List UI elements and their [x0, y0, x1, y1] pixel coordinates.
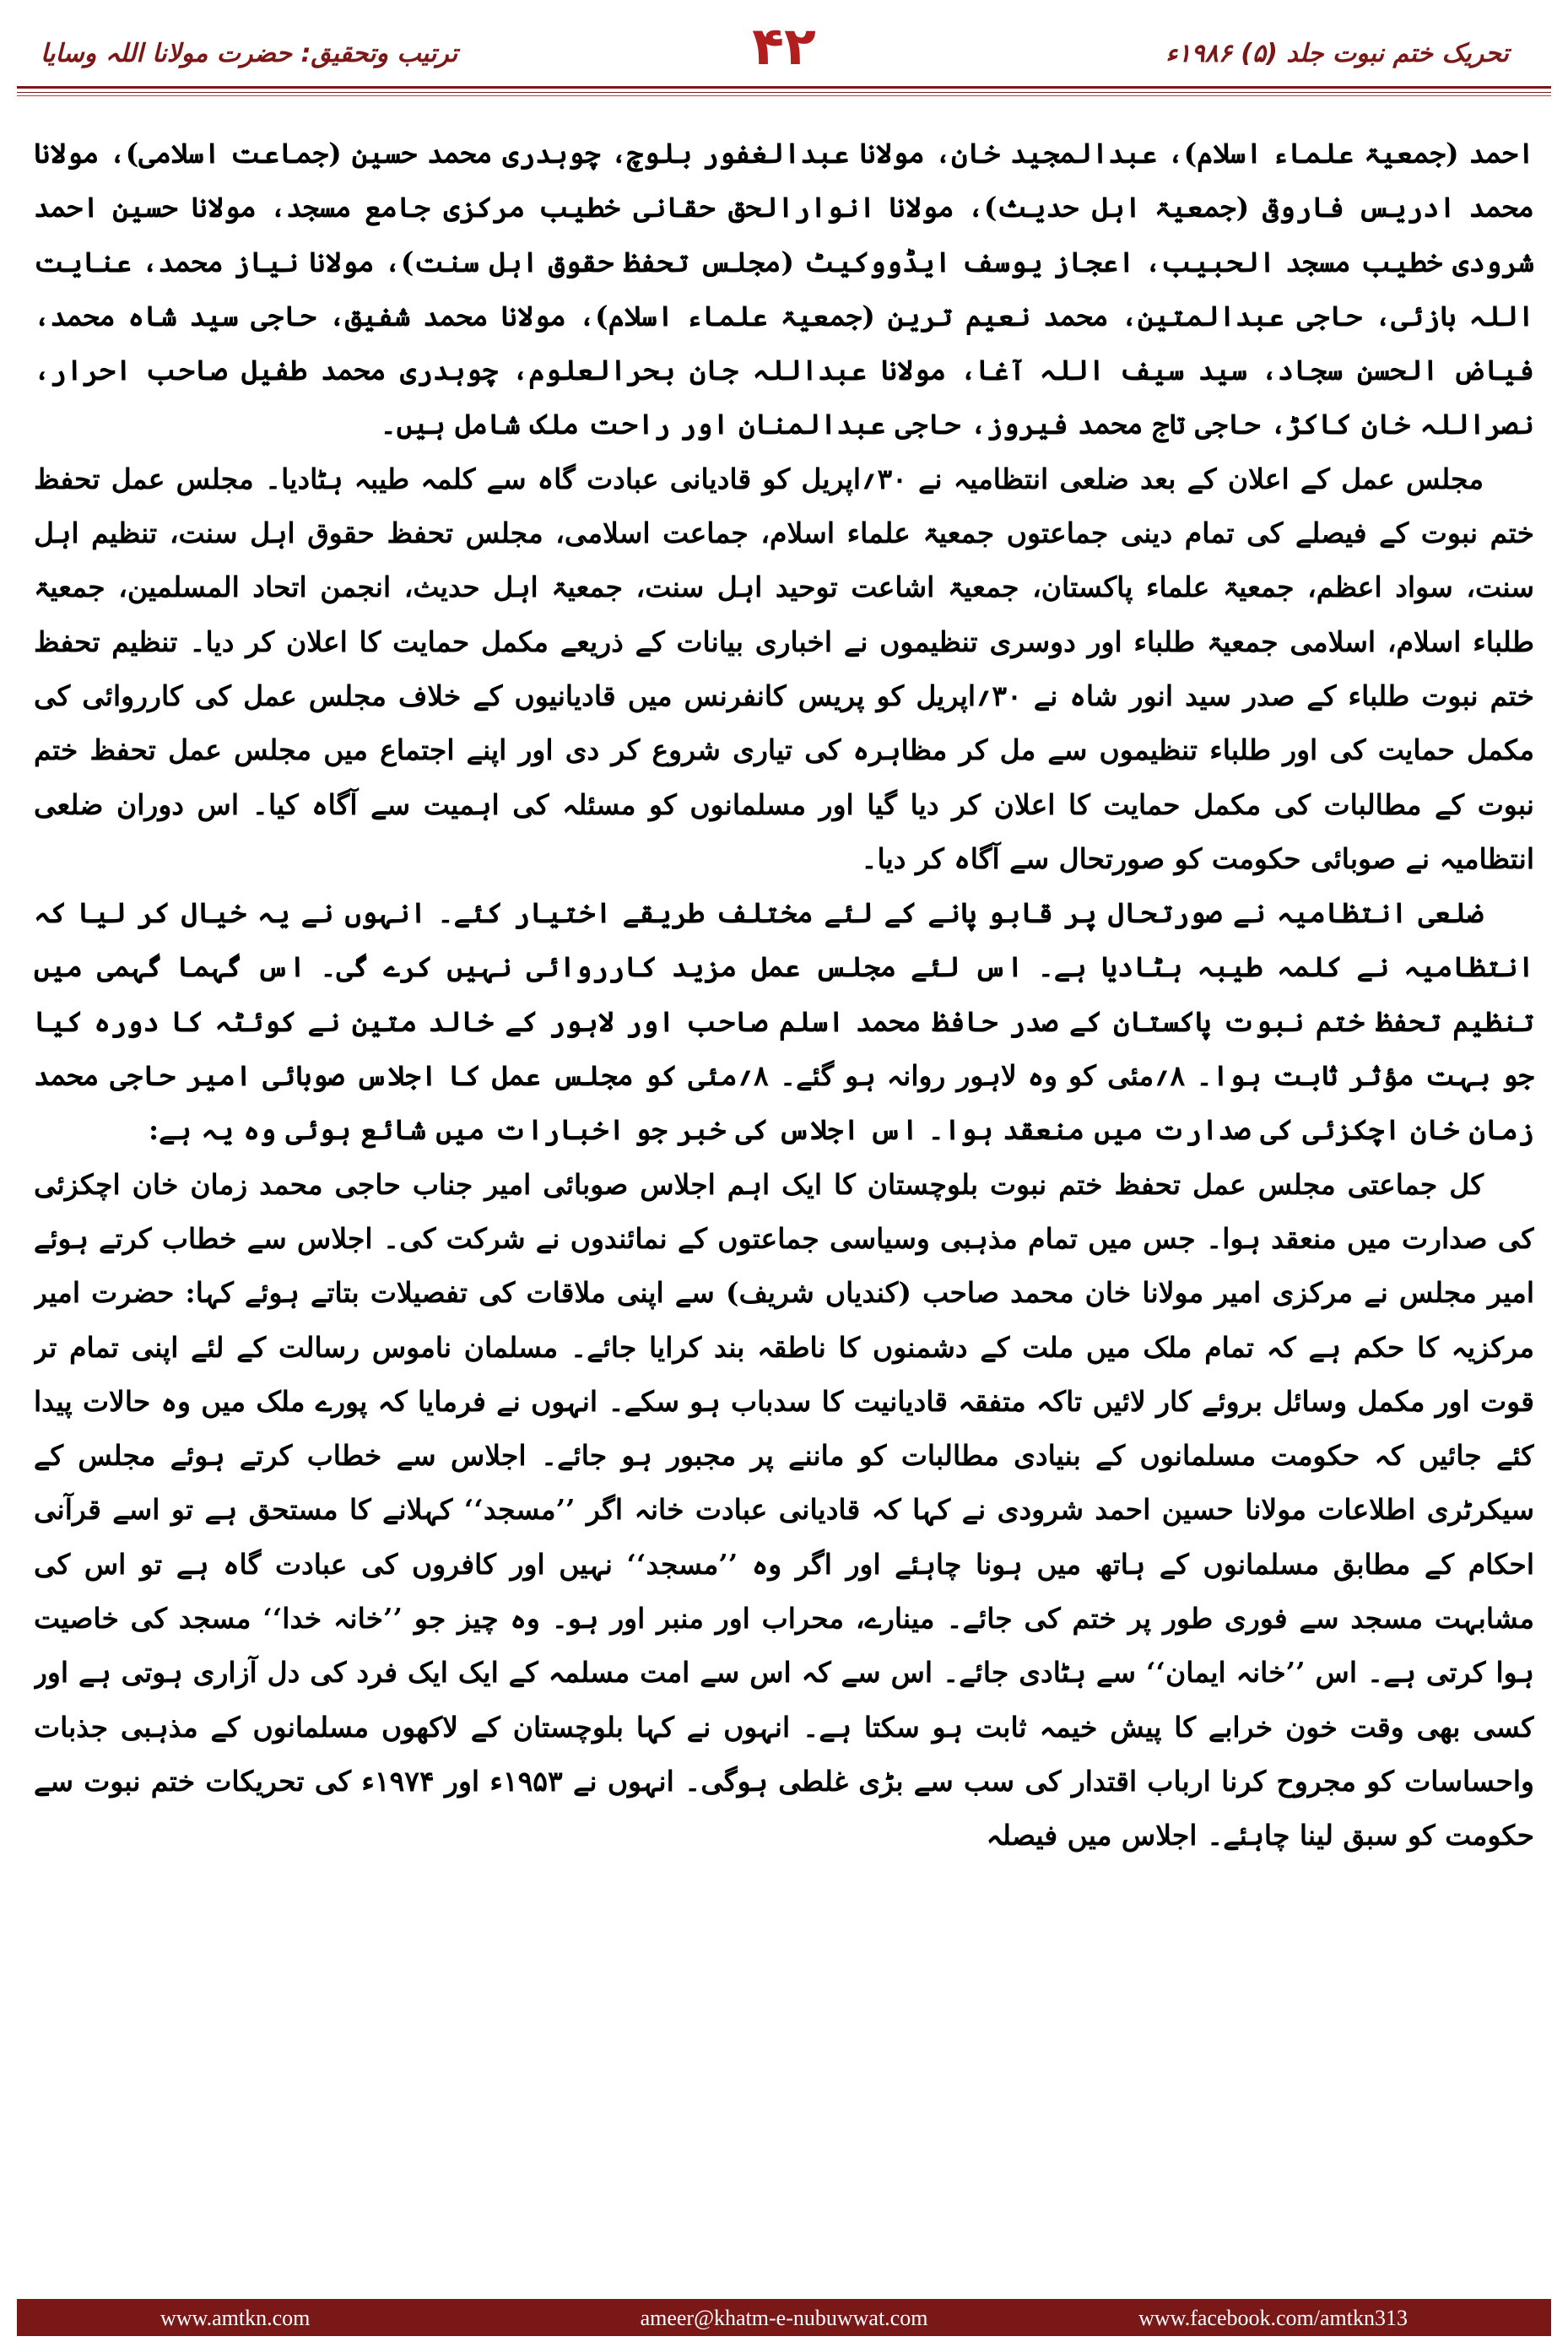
compiler-credit: ترتیب وتحقیق: حضرت مولانا اللہ وسایا	[41, 39, 458, 68]
book-title: تحریک ختم نبوت جلد (۵) ۱۹۸۶ء	[1165, 39, 1509, 68]
footer-facebook-link[interactable]: www.facebook.com/amtkn313	[1138, 2306, 1408, 2330]
header-divider	[17, 86, 1551, 89]
page-number: ۴۲	[752, 15, 816, 77]
page-body	[34, 127, 1534, 2287]
header-divider-thin	[17, 92, 1551, 93]
page-footer	[17, 2299, 1551, 2336]
header-divider-thin-2	[17, 95, 1551, 96]
paragraph-2: مجلس عمل کے اعلان کے بعد ضلعی انتظامیہ نے ۳۰؍اپریل کو قادیانی عبادت گاہ سے کلمہ طیبہ ہٹادیا۔ مجلس عمل تحفظ ختم نبوت کے فیصلے کی تمام دینی جماعتوں جمعیۃ علماء اسلام، جماعت اسلامی، مجلس تحفظ حقوق اہل سنت، تنظیم اہل سنت، سواد اعظم، جمعیۃ علماء پاکستان، جمعیۃ اشاعت توحید اہل سنت، جمعیۃ اہل حدیث، انجمن اتحاد المسلمین، جمعیۃ طلباء اسلام، اسلامی جمعیۃ طلباء اور دوسری تنظیموں نے اخباری بیانات کے ذریعے مکمل حمایت کا اعلان کر دیا۔ تنظیم تحفظ ختم نبوت طلباء کے صدر سید انور شاہ نے ۳۰؍اپریل کو پریس کانفرنس میں قادیانیوں کے خلاف مجلس عمل کی کارروائی کی مکمل حمایت کی اور طلباء تنظیموں سے مل کر مظاہرہ کی تیاری شروع کر دی اور اپنے اجتماع میں مجلس عمل تحفظ ختم نبوت کے مطالبات کی مکمل حمایت کا اعلان کر دیا گیا اور مسلمانوں کو مسئلہ کی اہمیت سے آگاہ کیا۔ اس دوران ضلعی انتظامیہ نے صوبائی حکومت کو صورتحال سے آگاہ کر دیا۔	[34, 462, 1534, 875]
paragraph-1: احمد (جمعیۃ علماء اسلام)، عبدالمجید خان، مولانا عبدالغفور بلوچ، چوہدری محمد حسین (جماعت اسلامی)، مولانا محمد ادریس فاروقی (جمعیۃ اہل حدیث)، مولانا انوارالحق حقانی خطیب مرکزی جامع مسجد، مولانا حسین احمد شرودی خطیب مسجد الحبیب، اعجاز یوسف ایڈووکیٹ (مجلس تحفظ حقوق اہل سنت)، مولانا نیاز محمد، عنایت اللہ بازئی، حاجی عبدالمتین، محمد نعیم ترین (جمعیۃ علماء اسلام)، مولانا محمد شفیق، حاجی سید شاہ محمد، فیاض الحسن سجاد، سید سیف اللہ آغا، مولانا عبداللہ جان بحرالعلوم، چوہدری محمد طفیل صاحب احرار، نصراللہ خان کاکڑ، حاجی تاج محمد فیروز، حاجی عبدالمنان اور راحت ملک شامل ہیں۔	[34, 137, 1534, 441]
paragraph-4: کل جماعتی مجلس عمل تحفظ ختم نبوت بلوچستان کا ایک اہم اجلاس صوبائی امیر جناب حاجی محمد زمان خان اچکزئی کی صدارت میں منعقد ہوا۔ جس میں تمام مذہبی وسیاسی جماعتوں کے نمائندوں نے شرکت کی۔ اجلاس سے خطاب کرتے ہوئے امیر مجلس نے مرکزی امیر مولانا خان محمد صاحب (کندیاں شریف) سے اپنی ملاقات کی تفصیلات بتاتے ہوئے کہا: حضرت امیر مرکزیہ کا حکم ہے کہ تمام ملک میں ملت کے دشمنوں کا ناطقہ بند کرایا جائے۔ مسلمان ناموس رسالت کے لئے اپنی تمام تر قوت اور مکمل وسائل بروئے کار لائیں تاکہ متفقہ قادیانیت کا سدباب ہو سکے۔ انہوں نے فرمایا کہ پورے ملک میں وہ حالات پیدا کئے جائیں کہ حکومت مسلمانوں کے بنیادی مطالبات کو ماننے پر مجبور ہو جائے۔ اجلاس سے خطاب کرتے ہوئے مجلس کے سیکرٹری اطلاعات مولانا حسین احمد شرودی نے کہا کہ قادیانی عبادت خانہ اگر ’’مسجد‘‘ کہلانے کا مستحق ہے تو اسے قرآنی احکام کے مطابق مسلمانوں کے ہاتھ میں ہونا چاہئے اور اگر وہ ’’مسجد‘‘ نہیں اور کافروں کی عبادت گاہ ہے تو اس کی مشابہت مسجد سے فوری طور پر ختم کی جائے۔ مینارے، محراب اور منبر اور ہو۔ وہ چیز جو ’’خانہ خدا‘‘ مسجد کی خاصیت ہوا کرتی ہے۔ اس ’’خانہ ایمان‘‘ سے ہٹادی جائے۔ اس سے کہ اس سے امت مسلمہ کے ایک ایک فرد کی دل آزاری ہوتی ہے اور کسی بھی وقت خون خرابے کا پیش خیمہ ثابت ہو سکتا ہے۔ انہوں نے کہا بلوچستان کے لاکھوں مسلمانوں کے مذہبی جذبات واحساسات کو مجروح کرنا ارباب اقتدار کی سب سے بڑی غلطی ہوگی۔ انہوں نے ۱۹۵۳ء اور ۱۹۷۴ء کی تحریکات ختم نبوت سے حکومت کو سبق لینا چاہئے۔ اجلاس میں فیصلہ	[34, 1167, 1534, 1853]
paragraph-3: ضلعی انتظامیہ نے صورتحال پر قابو پانے کے لئے مختلف طریقے اختیار کئے۔ انہوں نے یہ خیال کر لیا کہ انتظامیہ نے کلمہ طیبہ ہٹادیا ہے۔ اس لئے مجلس عمل مزید کارروائی نہیں کرے گی۔ اس گہما گہمی میں تنظیم تحفظ ختم نبوت پاکستان کے صدر حافظ محمد اسلم صاحب اور لاہور کے خالد متین نے کوئٹہ کا دورہ کیا جو بہت مؤثر ثابت ہوا۔ ۸؍مئی کو وہ لاہور روانہ ہو گئے۔ ۸؍مئی کو مجلس عمل کا اجلاس صوبائی امیر حاجی محمد زمان خان اچکزئی کی صدارت میں منعقد ہوا۔ اس اجلاس کی خبر جو اخبارات میں شائع ہوئی وہ یہ ہے:	[34, 896, 1534, 1147]
footer-email-link[interactable]: ameer@khatm-e-nubuwwat.com	[640, 2306, 928, 2330]
page-header	[17, 15, 1551, 116]
footer-website-link[interactable]: www.amtkn.com	[160, 2306, 311, 2330]
